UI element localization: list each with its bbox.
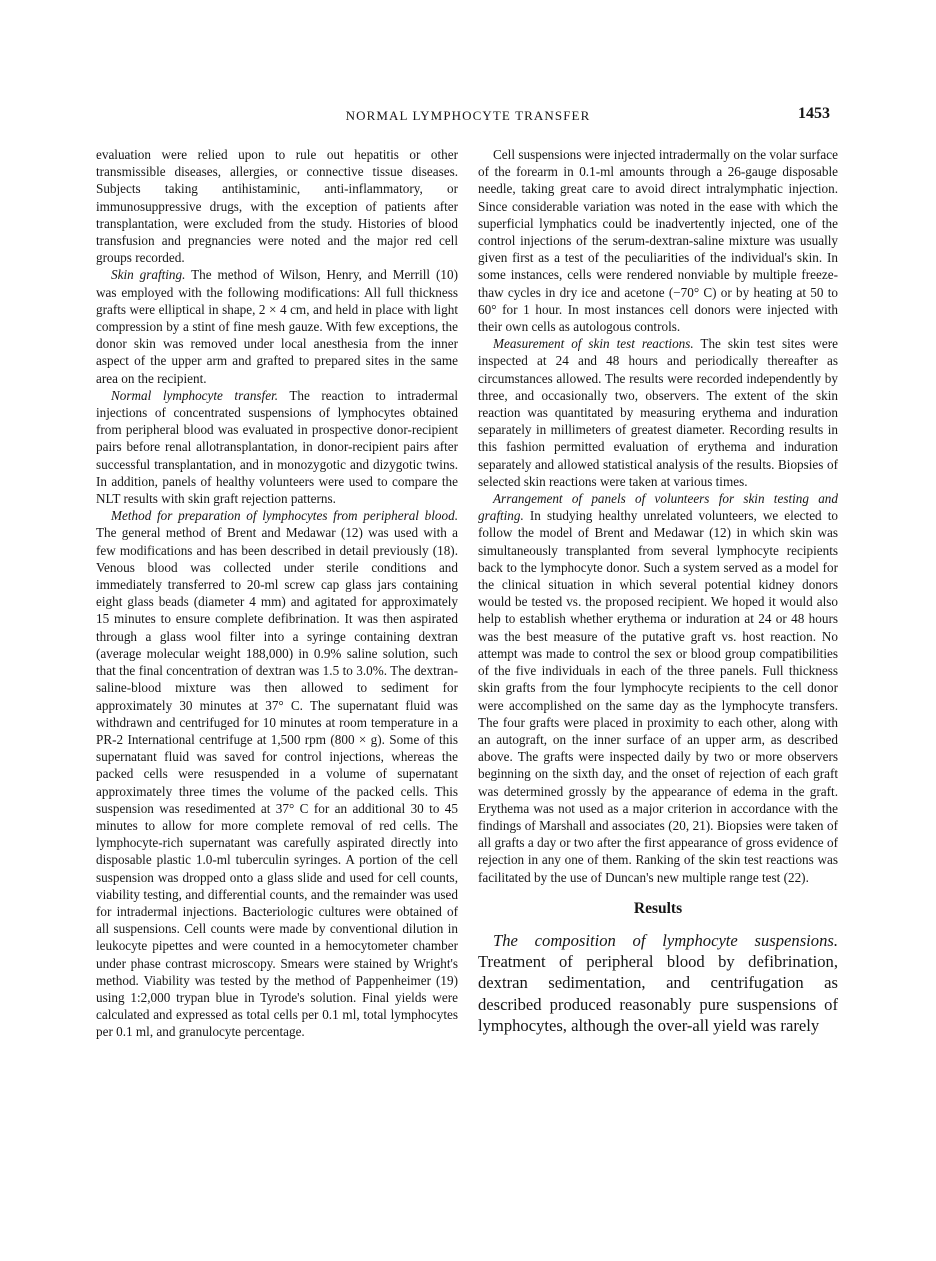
paragraph [96,146,458,266]
paragraph-text: In studying healthy unrelated volunteers, we elected to follow the model of Brent and Medawar (12) in which skin was simultaneously transplanted from several lymphocyte recipients back to the lymphocyte donor. Such a system served as a model for the clinical situation in which several potential kidney donors would be tested vs. the proposed recipient. We hoped it would also help to establish whether erythema or induration at 24 or 48 hours was the best measure of the putative graft vs. host reaction. No attempt was made to control the sex or blood group compatibilities of the five individuals in each of the three panels. Full thickness skin grafts from the four lymphocyte recipients to the cell donor were accomplished on the same day as the lymphocyte transfers. The four grafts were placed in proximity to each other, along with an autograft, on the inner surface of an upper arm, as described above. The grafts were inspected daily by two or more observers beginning on the sixth day, and the onset of rejection of each graft was determined grossly by the appearance of edema in the graft. Erythema was not used as a major criterion in accordance with the findings of Marshall and associates (20, 21). Biopsies were taken of all grafts a day or two after the first appearance of gross evidence of rejection in any one of them. Ranking of the skin test reactions was facilitated by the use of Duncan's new multiple range test (22). [478,508,838,885]
right-column [478,146,838,1036]
paragraph-text: The skin test sites were inspected at 24 and 48 hours and periodically thereafter as circumstances allowed. The results were recorded independently by three, and occasionally two, observers. The extent of the skin reaction was quantitated by measuring erythema and induration separately in millimeters of greatest diameter. Recording results in this fashion permitted evaluation of erythema and induration separately and allowed statistical analysis of the results. Biopsies of selected skin reactions were taken at various times. [478,336,838,489]
running-title: NORMAL LYMPHOCYTE TRANSFER [345,108,591,123]
paragraph-cell-suspensions [478,146,838,335]
page-header [96,105,840,128]
paragraph-normal-lymphocyte-transfer [96,387,458,507]
left-column [96,146,458,1041]
run-in-heading: Arrangement of panels of volunteers for skin testing and grafting. [478,491,838,524]
paragraph-text: Cell suspensions were injected intradermally on the volar surface of the forearm in 0.1-ml amounts through a 26-gauge disposable needle, taking great care to avoid direct intralymphatic injection. Since considerable variation was noted in the ease with which the superficial lymphatics could be inadvertently injected, one of the control injections of the serum-dextran-saline mixture was usually given first as a test of the peculiarities of the individual's skin. In some instances, cells were rendered nonviable by multiple freeze-thaw cycles in dry ice and acetone (−70° C) or by heating at 50 to 60° for 1 hour. In most instances cell donors were injected with their own cells as autologous controls. [478,147,838,335]
paragraph-measurement [478,335,838,490]
paragraph-arrangement-panels [478,490,838,886]
run-in-heading: Measurement of skin test reactions. [493,336,694,352]
run-in-heading: Normal lymphocyte transfer. [111,387,279,403]
run-in-heading: The composition of lymphocyte suspensions. [493,930,838,950]
run-in-heading: Skin grafting. [111,267,186,283]
paragraph-text: evaluation were relied upon to rule out hepatitis or other transmissible diseases, allergies, or connective tissue diseases. Subjects taking antihistaminic, anti-inflammatory, or immunosuppressive drugs, with the exception of patients after transplantation, were excluded from the study. Histories of blood transfusion and pregnancies were noted and the major red cell groups recorded. [96,147,458,266]
paragraph-text: The method of Wilson, Henry, and Merrill (10) was employed with the following modifications: All full thickness grafts were elliptical in shape, 2 × 4 cm, and held in place with light compression by a stint of fine mesh gauze. With few exceptions, the donor skin was removed under local anesthesia from the inner aspect of the upper arm and grafted to prepared sites in the same area on the recipient. [96,267,458,386]
section-heading-results: Results [633,899,683,917]
page-number: 1453 [798,105,830,122]
paragraph-text: Treatment of peripheral blood by defibrination, dextran sedimentation, and centrifugation as described produced reasonably pure suspensions of lymphocytes, although the over-all yield was rarely [478,952,838,1035]
paragraph-composition [478,930,838,1036]
run-in-heading: Method for preparation of lymphocytes from peripheral blood. [111,508,458,524]
paragraph-skin-grafting [96,266,458,386]
paragraph-text: The general method of Brent and Medawar (12) was used with a few modifications and has been described in detail previously (18). Venous blood was collected under sterile conditions and immediately transferred to 20-ml screw cap glass jars containing eight glass beads (diameter 4 mm) and agitated for approximately 15 minutes to ensure complete defibrination. It was then aspirated through a glass wool filter into a syringe containing dextran (average molecular weight 188,000) in 0.9% saline solution, such that the final concentration of dextran was 1.5 to 3.0%. The dextran-saline-blood mixture was then allowed to sediment for approximately 30 minutes at 37° C. The supernatant fluid was withdrawn and centrifuged for 10 minutes at room temperature in a PR-2 International centrifuge at 1,500 rpm (800 × g). Some of this supernatant fluid was saved for control injections, whereas the packed cells were resuspended in a volume of supernatant approximately three times the volume of the packed cells. This suspension was resedimented at 37° C for an additional 30 to 45 minutes to allow for more complete removal of red cells. The lymphocyte-rich supernatant was carefully aspirated directly into disposable plastic 1.0-ml tuberculin syringes. A portion of the cell suspension was dropped onto a glass slide and used for cell counts, viability testing, and differential counts, and the remainder was used for intradermal injections. Bacteriologic cultures were obtained of all suspensions. Cell counts were made by conventional dilution in leukocyte pipettes and were counted in a hemocytometer chamber under phase contrast microscopy. Smears were stained by Wright's method. Viability was tested by the method of Pappenheimer (19) using 1:2,000 trypan blue in Tyrode's solution. Final yields were calculated and expressed as total cells per 0.1 ml, total lymphocytes per 0.1 ml, and granulocyte percentage. [96,525,458,1040]
results-body [478,930,838,1036]
paragraph-text: The reaction to intradermal injections of concentrated suspensions of lymphocytes obtained from peripheral blood was evaluated in prospective donor-recipient pairs before renal allotransplantation, in donor-recipient pairs after successful transplantation, and in monozygotic and dizygotic twins. In addition, panels of healthy volunteers were used to compare the NLT results with skin graft rejection patterns. [96,387,458,507]
paragraph-method-preparation [96,507,458,1040]
